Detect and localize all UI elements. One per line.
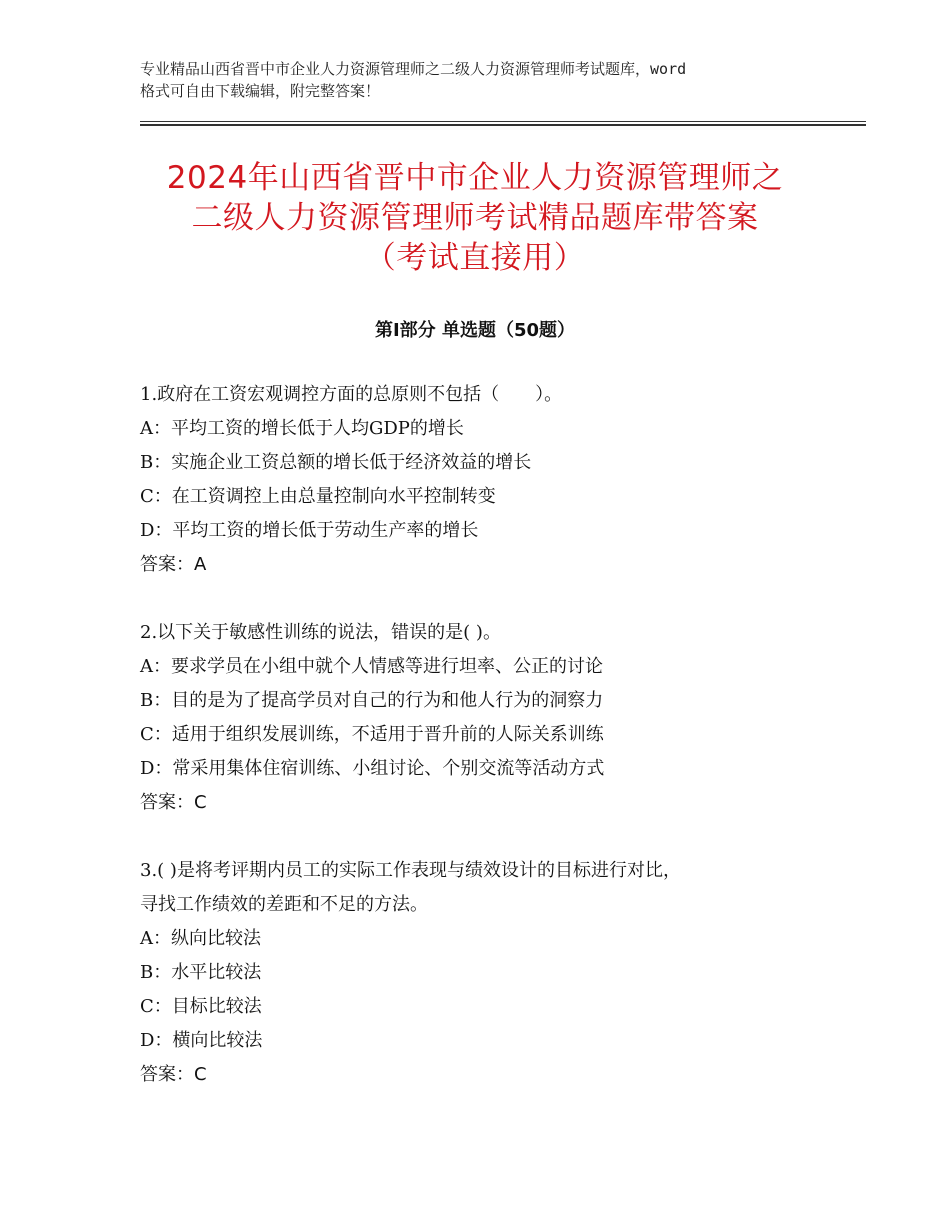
question-stem: 1.政府在工资宏观调控方面的总原则不包括（ ）。 — [140, 384, 563, 405]
header-rule-thin — [140, 121, 866, 122]
header-note-line2: 格式可自由下载编辑，附完整答案！ — [140, 82, 381, 100]
document-title — [100, 158, 850, 278]
title-line1: 2024年山西省晋中市企业人力资源管理师之 — [166, 160, 784, 196]
header-note — [140, 58, 830, 102]
answer: 答案：C — [140, 792, 207, 813]
question-2 — [140, 616, 840, 820]
option-b: B：实施企业工资总额的增长低于经济效益的增长 — [140, 452, 532, 473]
option-a: A：平均工资的增长低于人均GDP的增长 — [140, 418, 464, 439]
question-1 — [140, 378, 840, 582]
option-c: C：适用于组织发展训练，不适用于晋升前的人际关系训练 — [140, 724, 604, 745]
header-note-line1: 专业精品山西省晋中市企业人力资源管理师之二级人力资源管理师考试题库，word — [140, 60, 687, 78]
question-stem: 2.以下关于敏感性训练的说法，错误的是( )。 — [140, 622, 501, 643]
question-stem-line2: 寻找工作绩效的差距和不足的方法。 — [140, 894, 428, 915]
option-b: B：目的是为了提高学员对自己的行为和他人行为的洞察力 — [140, 690, 604, 711]
option-c: C：目标比较法 — [140, 996, 262, 1017]
option-a: A：纵向比较法 — [140, 928, 261, 949]
option-c: C：在工资调控上由总量控制向水平控制转变 — [140, 486, 496, 507]
option-b: B：水平比较法 — [140, 962, 262, 983]
question-3 — [140, 854, 840, 1092]
option-d: D：横向比较法 — [140, 1030, 263, 1051]
question-list — [140, 378, 840, 1126]
option-d: D：常采用集体住宿训练、小组讨论、个别交流等活动方式 — [140, 758, 605, 779]
option-d: D：平均工资的增长低于劳动生产率的增长 — [140, 520, 479, 541]
header-rule-thick — [140, 124, 866, 126]
answer: 答案：C — [140, 1064, 207, 1085]
title-line2: 二级人力资源管理师考试精品题库带答案 — [191, 200, 759, 236]
section-title: 第Ⅰ部分 单选题（50题） — [374, 320, 575, 341]
question-stem-line1: 3.( )是将考评期内员工的实际工作表现与绩效设计的目标进行对比， — [140, 860, 681, 881]
title-line3: （考试直接用） — [364, 240, 586, 276]
option-a: A：要求学员在小组中就个人情感等进行坦率、公正的讨论 — [140, 656, 603, 677]
answer: 答案：A — [140, 554, 207, 575]
